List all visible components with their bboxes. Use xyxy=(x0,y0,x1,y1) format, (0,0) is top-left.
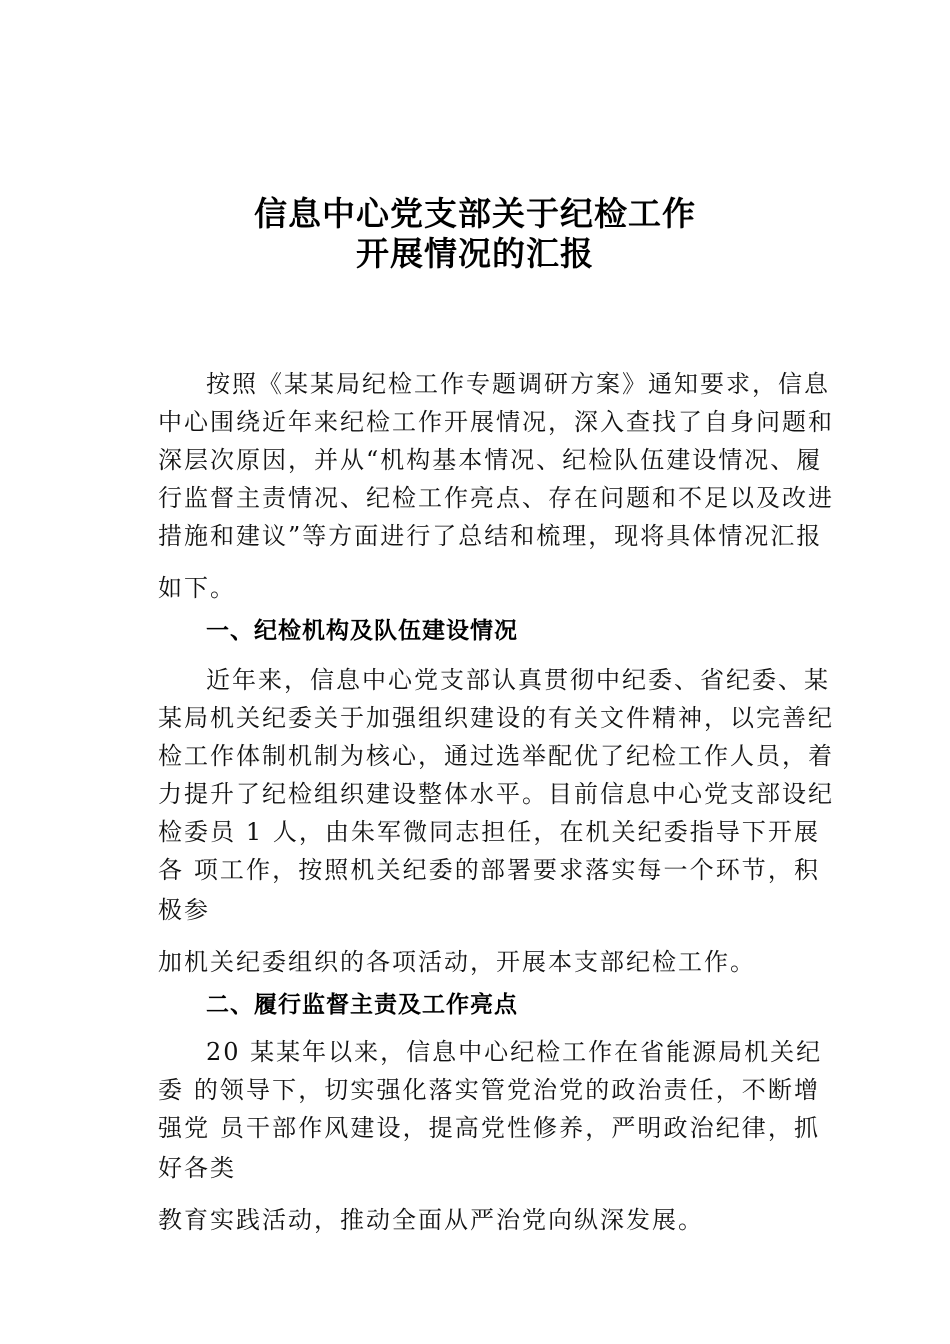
intro-line: 按照《某某局纪检工作专题调研方案》通知要求，信息 xyxy=(206,370,830,398)
intro-line: 如下。 xyxy=(158,574,236,602)
section2-line: 教育实践活动，推动全面从严治党向纵深发展。 xyxy=(158,1206,704,1234)
section1-line: 加机关纪委组织的各项活动，开展本支部纪检工作。 xyxy=(158,948,756,976)
intro-line: 行监督主责情况、纪检工作亮点、存在问题和不足以及改进 xyxy=(158,484,834,512)
section1-line: 极参 xyxy=(158,896,210,924)
section1-line: 各 项工作，按照机关纪委的部署要求落实每一个环节，积 xyxy=(158,856,820,884)
document-title-line-1: 信息中心党支部关于纪检工作 xyxy=(254,194,696,233)
section2-line: 委 的领导下，切实强化落实管党治党的政治责任，不断增 xyxy=(158,1076,820,1104)
section2-line: 好各类 xyxy=(158,1154,236,1182)
section1-line: 力提升了纪检组织建设整体水平。目前信息中心党支部设纪 xyxy=(158,780,834,808)
section2-line: 20 某某年以来，信息中心纪检工作在省能源局机关纪 xyxy=(206,1038,823,1066)
section2-line: 强党 员干部作风建设，提高党性修养，严明政治纪律，抓 xyxy=(158,1114,820,1142)
section1-line: 检委员 1 人，由朱军微同志担任，在机关纪委指导下开展 xyxy=(158,818,820,846)
section1-line: 检工作体制机制为核心，通过选举配优了纪检工作人员，着 xyxy=(158,742,834,770)
intro-line: 措施和建议”等方面进行了总结和梳理，现将具体情况汇报 xyxy=(158,522,823,550)
section-heading-1: 一、纪检机构及队伍建设情况 xyxy=(206,618,518,644)
section-heading-2: 二、履行监督主责及工作亮点 xyxy=(206,992,518,1018)
section1-line: 近年来，信息中心党支部认真贯彻中纪委、省纪委、某 xyxy=(206,666,830,694)
intro-line: 中心围绕近年来纪检工作开展情况，深入查找了自身问题和 xyxy=(158,408,834,436)
section1-line: 某局机关纪委关于加强组织建设的有关文件精神，以完善纪 xyxy=(158,704,834,732)
intro-line: 深层次原因，并从“机构基本情况、纪检队伍建设情况、履 xyxy=(158,446,823,474)
document-title-line-2: 开展情况的汇报 xyxy=(356,234,594,273)
